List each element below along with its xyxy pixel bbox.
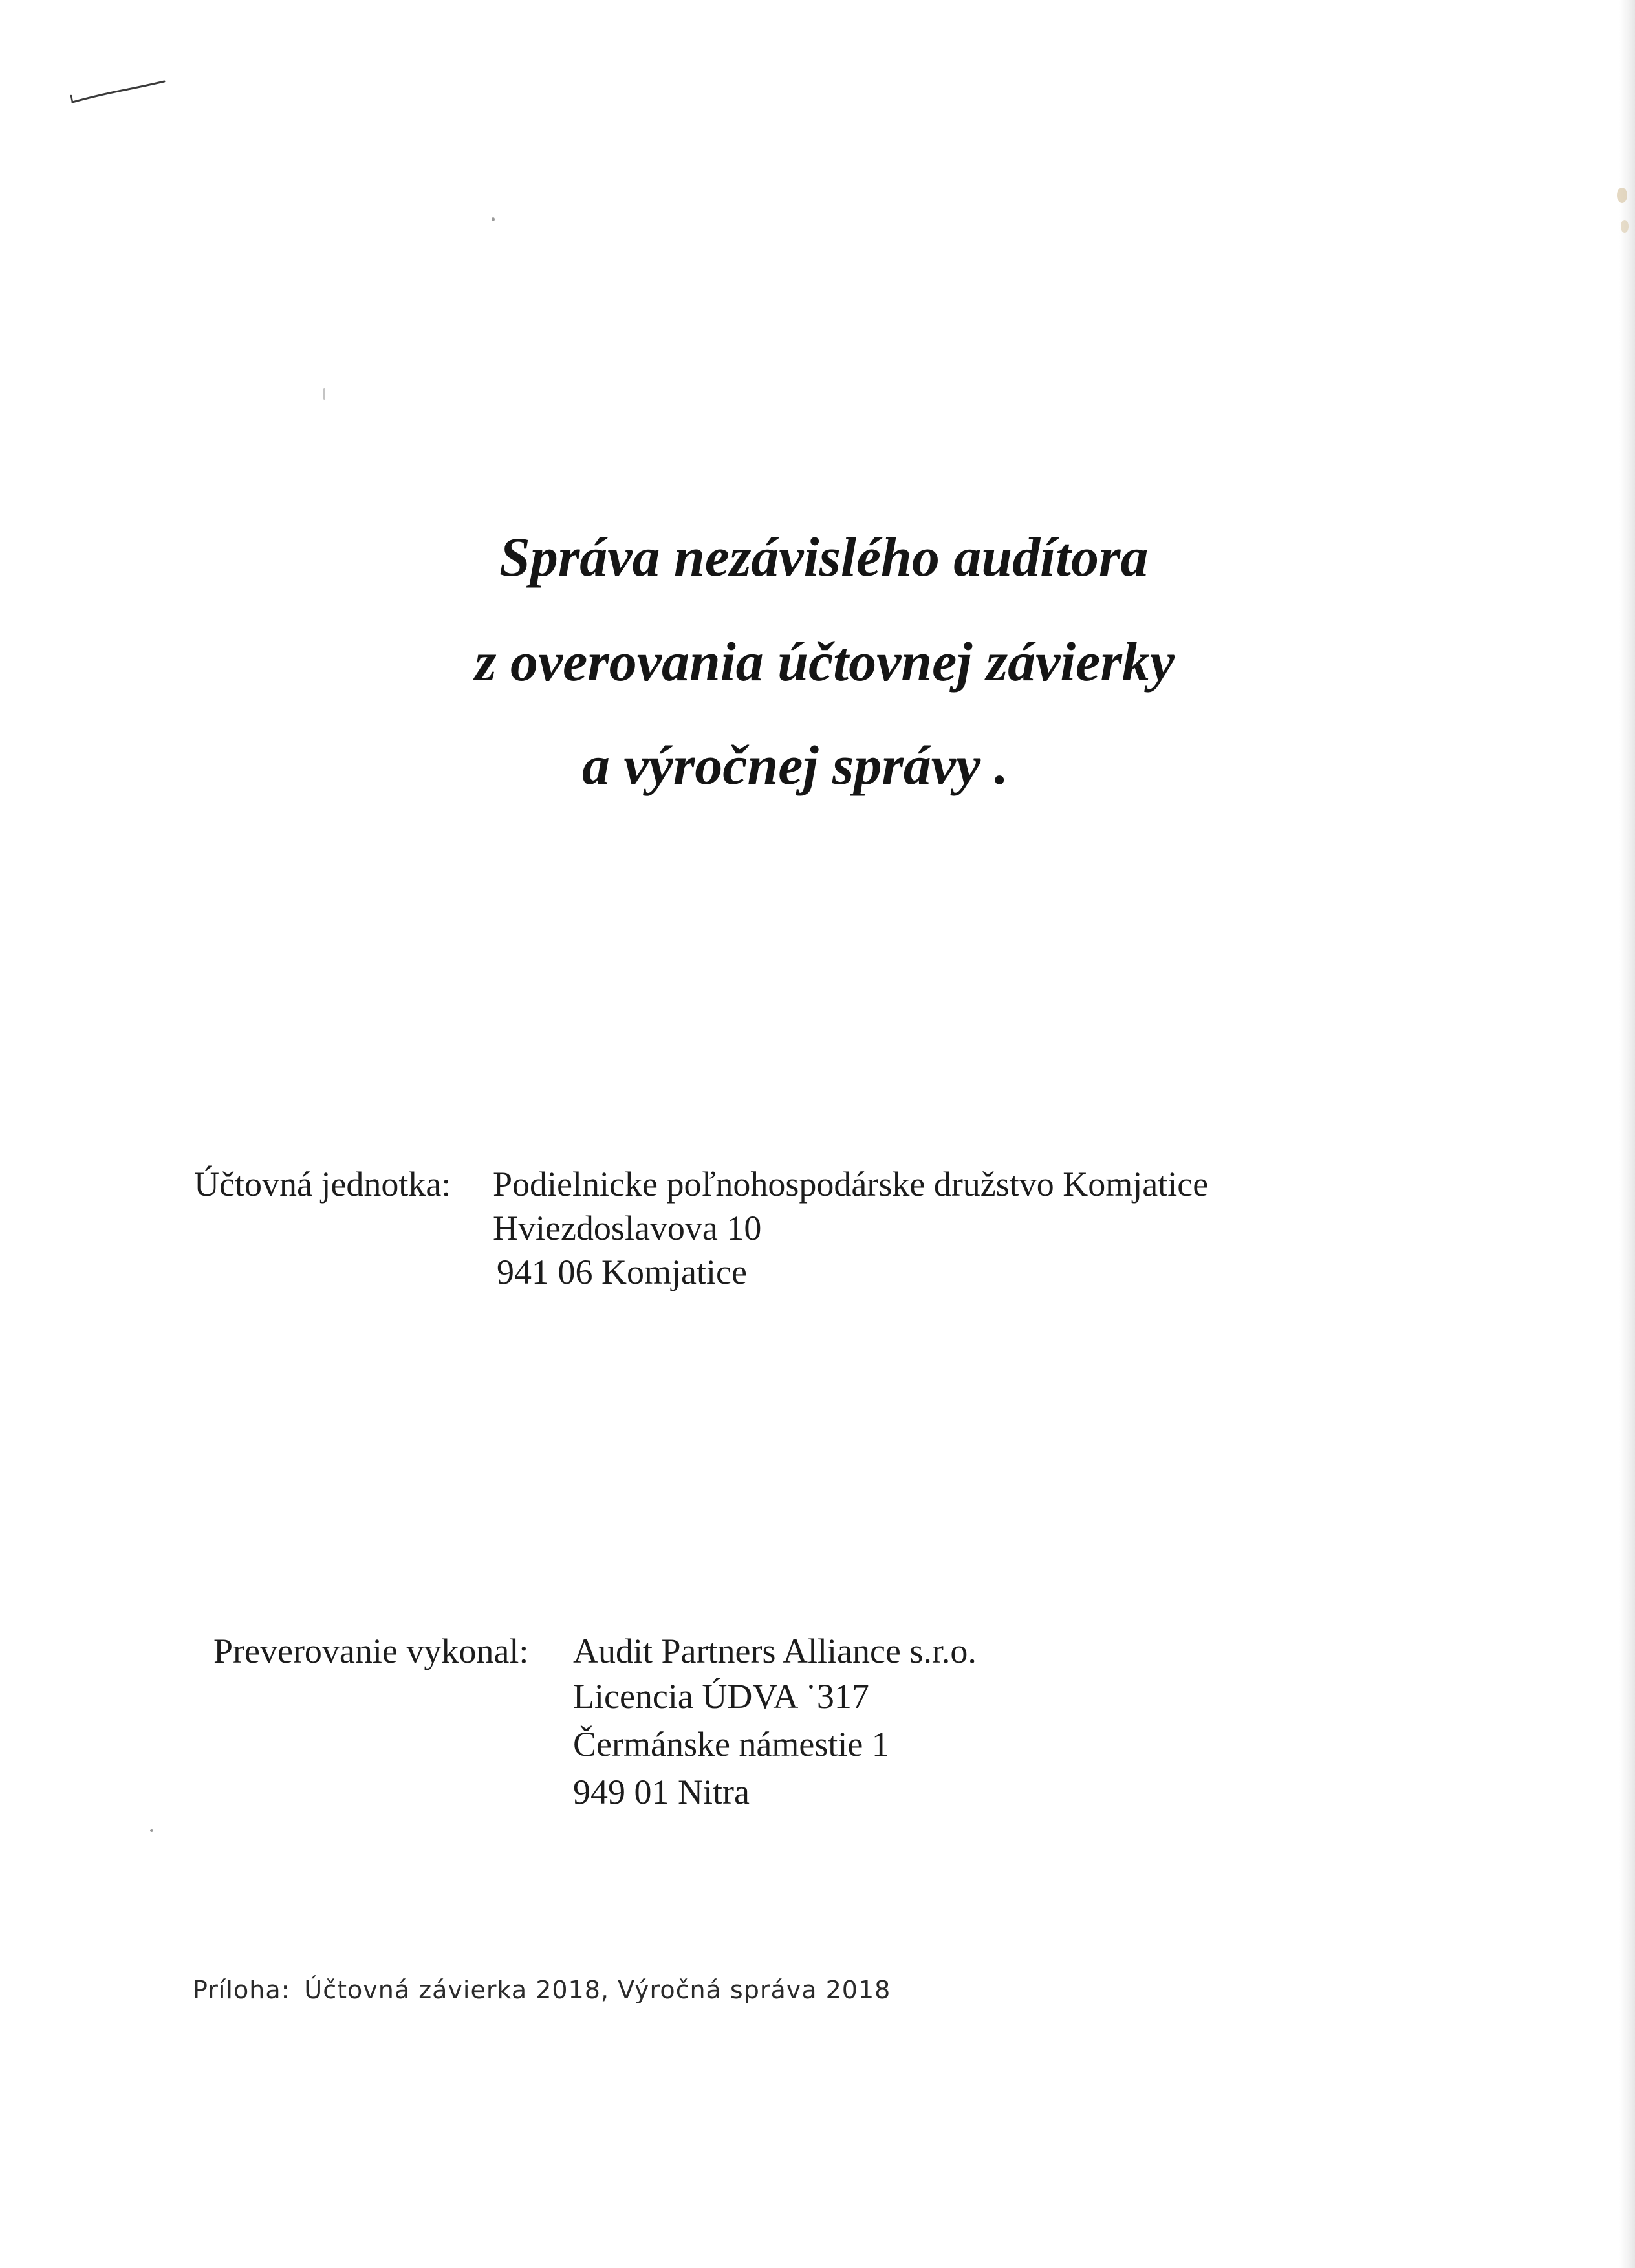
attachment-items: Účtovná závierka 2018, Výročná správa 2018 [304,1976,891,2004]
auditor-street: Čermánske námestie 1 [573,1725,889,1764]
auditor-license: Licencia ÚDVA ˙317 [573,1677,869,1716]
scan-speck [492,217,495,221]
title-line-1: Správa nezávislého audítora [499,526,1149,588]
auditor-name: Audit Partners Alliance s.r.o. [573,1632,977,1670]
attachment-note [193,1978,891,2002]
entity-city: 941 06 Komjatice [497,1253,747,1291]
title-line-3: a výročnej správy . [582,734,1009,796]
attachment-label: Príloha: [193,1976,290,2004]
edge-stain-mark [1605,169,1635,247]
auditor-label: Preverovanie vykonal: [213,1632,529,1670]
entity-label: Účtovná jednotka: [194,1165,451,1204]
page-edge-shadow [1619,0,1635,2268]
auditor-city: 949 01 Nitra [573,1773,750,1811]
title-line-2: z overovania účtovnej závierky [475,631,1175,693]
scan-speck [323,388,325,400]
pen-stroke-mark [70,76,168,106]
entity-name: Podielnicke poľnohospodárske družstvo Komjatice [493,1165,1209,1204]
entity-street: Hviezdoslavova 10 [493,1209,762,1247]
scan-speck [150,1829,153,1832]
